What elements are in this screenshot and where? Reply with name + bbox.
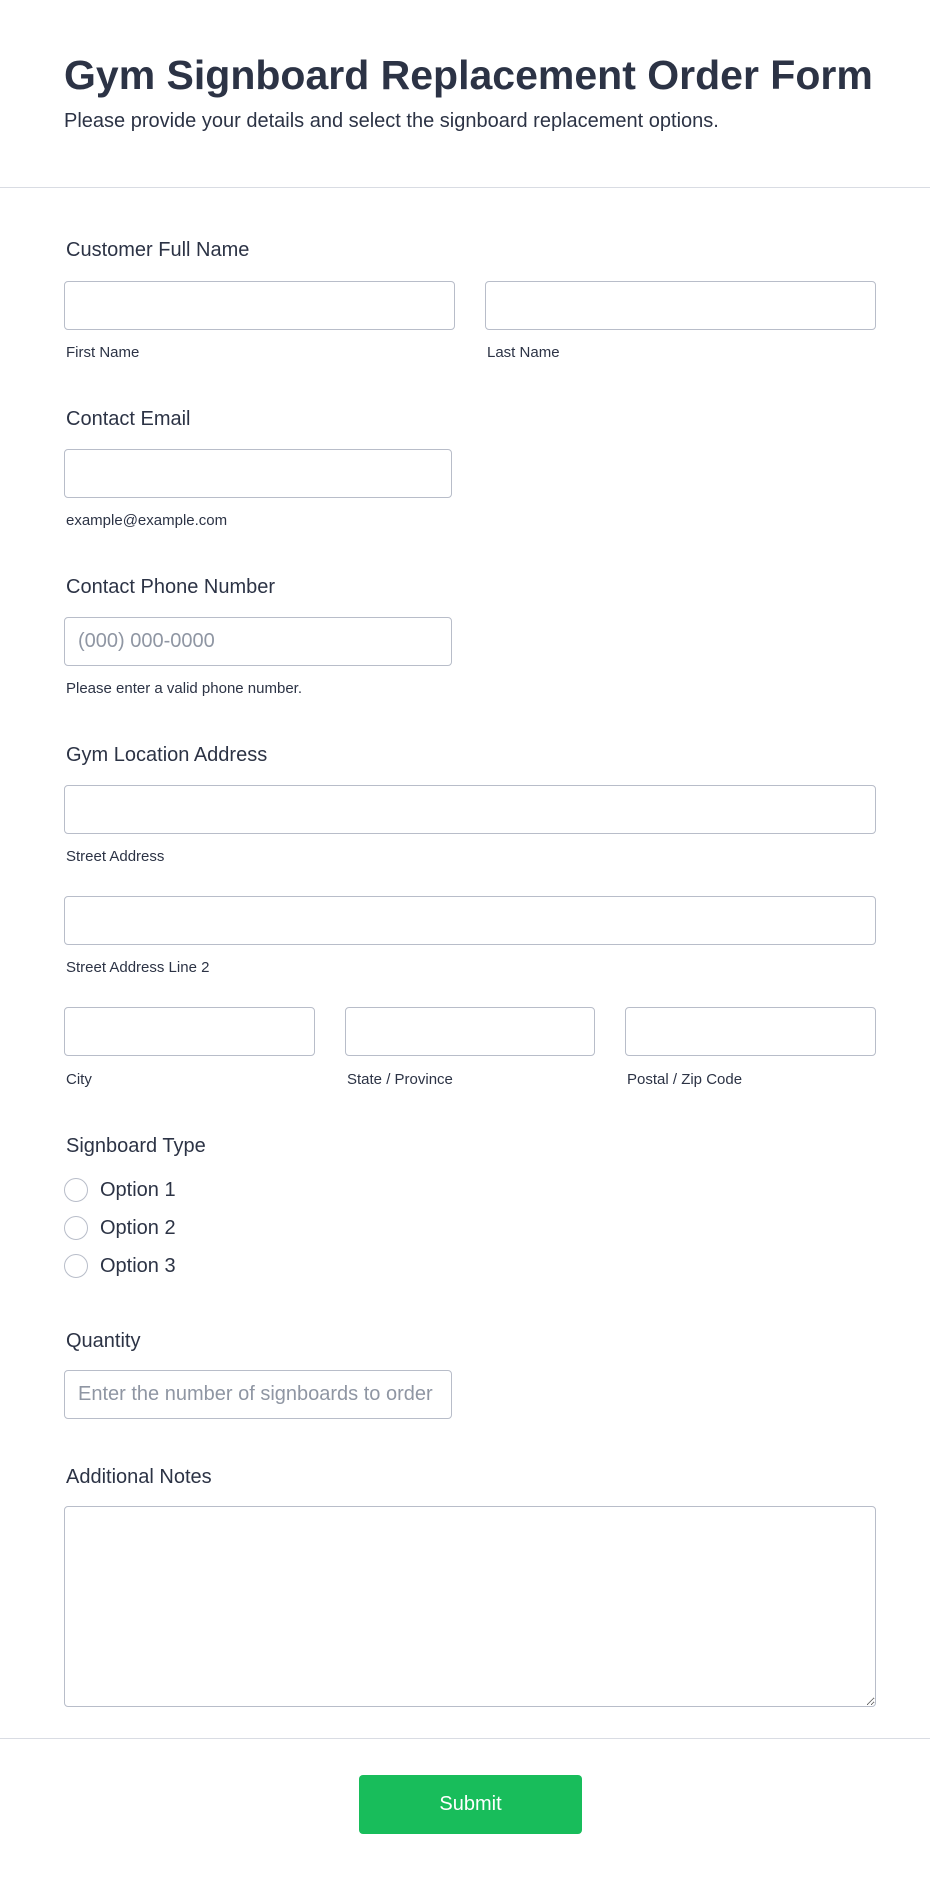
radio-label: Option 2 — [100, 1216, 176, 1239]
street-address-line2-input[interactable] — [64, 896, 876, 945]
quantity-label: Quantity — [66, 1330, 141, 1352]
address-label: Gym Location Address — [66, 744, 268, 766]
radio-label: Option 1 — [100, 1178, 176, 1201]
email-input[interactable] — [64, 449, 452, 498]
form-header — [0, 0, 930, 188]
zip-code-sublabel: Postal / Zip Code — [627, 1071, 743, 1088]
radio-button[interactable] — [64, 1216, 88, 1240]
additional-notes-textarea[interactable] — [64, 1506, 876, 1707]
quantity-input[interactable] — [64, 1370, 452, 1419]
page-subtitle: Please provide your details and select the signboard replacement options. — [64, 110, 719, 132]
last-name-input[interactable] — [485, 281, 876, 330]
email-sublabel: example@example.com — [66, 512, 228, 529]
signboard-type-label: Signboard Type — [66, 1135, 206, 1157]
city-sublabel: City — [66, 1071, 92, 1088]
page-title: Gym Signboard Replacement Order Form — [64, 52, 873, 98]
city-input[interactable] — [64, 1007, 315, 1056]
phone-input[interactable] — [64, 617, 452, 666]
state-input[interactable] — [345, 1007, 595, 1056]
zip-code-input[interactable] — [625, 1007, 876, 1056]
form-footer — [0, 1738, 930, 1885]
radio-button[interactable] — [64, 1178, 88, 1202]
full-name-label: Customer Full Name — [66, 239, 250, 261]
first-name-input[interactable] — [64, 281, 455, 330]
street-address-input[interactable] — [64, 785, 876, 834]
signboard-option-2[interactable] — [64, 1215, 176, 1241]
additional-notes-label: Additional Notes — [66, 1466, 212, 1488]
state-sublabel: State / Province — [347, 1071, 453, 1088]
signboard-option-1[interactable] — [64, 1177, 176, 1203]
last-name-sublabel: Last Name — [487, 344, 560, 361]
radio-button[interactable] — [64, 1254, 88, 1278]
radio-label: Option 3 — [100, 1254, 176, 1277]
email-label: Contact Email — [66, 408, 191, 430]
phone-label: Contact Phone Number — [66, 576, 276, 598]
phone-sublabel: Please enter a valid phone number. — [66, 680, 302, 697]
street-address-sublabel: Street Address — [66, 848, 165, 865]
first-name-sublabel: First Name — [66, 344, 140, 361]
street-address-line2-sublabel: Street Address Line 2 — [66, 959, 210, 976]
signboard-option-3[interactable] — [64, 1253, 176, 1279]
submit-button[interactable]: Submit — [359, 1775, 582, 1834]
